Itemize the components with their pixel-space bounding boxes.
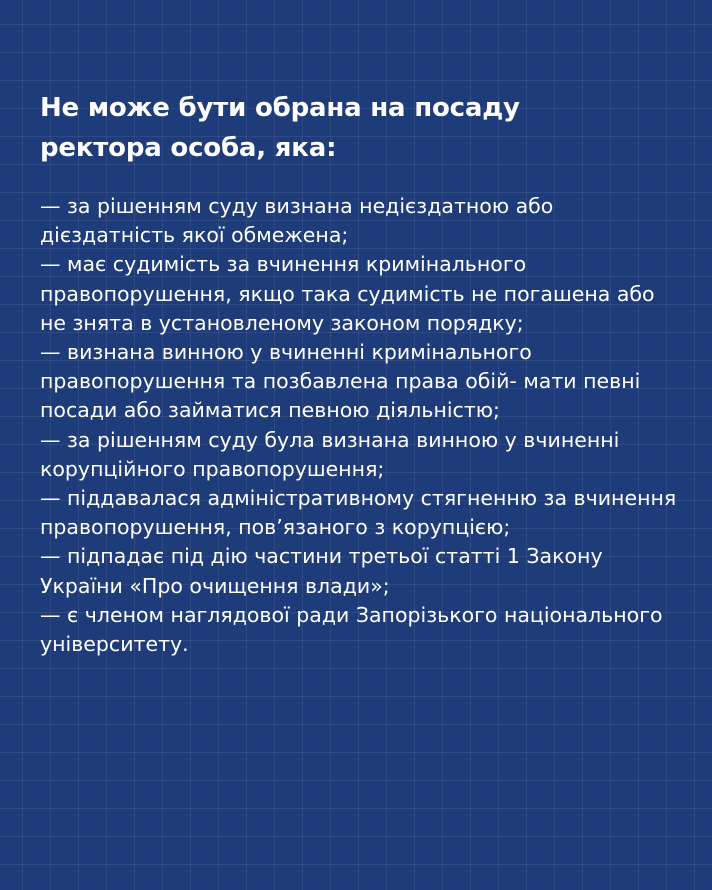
- heading-line-1: Не може бути обрана на посаду: [40, 93, 520, 123]
- criteria-item-incapacity: — за рішенням суду визнана недієздатною або дієздатність якої обмежена;: [40, 194, 554, 248]
- heading-line-2: ректора особа, яка:: [40, 133, 337, 163]
- criteria-item-lustration-law: — підпадає під дію частини третьої статті 1 Закону України «Про очищення влади»;: [40, 544, 603, 598]
- criteria-item-administrative-penalty: — піддавалася адміністративному стягненню за вчинення правопорушення, пов’язаного з корупцією;: [40, 486, 677, 540]
- card-content: [40, 88, 680, 659]
- criteria-list: [40, 192, 680, 659]
- criteria-item-deprived-of-rights: — визнана винною у вчиненні кримінального правопорушення та позбавлена права обій- мати певні посади або займатися певною діяльністю;: [40, 340, 641, 423]
- card-heading: [40, 88, 680, 168]
- criteria-item-criminal-record: — має судимість за вчинення кримінального правопорушення, якщо така судимість не погашена або не знята в установленому законом порядку;: [40, 252, 655, 335]
- criteria-item-supervisory-board: — є членом наглядової ради Запорізького національного університету.: [40, 602, 663, 657]
- criteria-item-corruption-offense: — за рішенням суду була визнана винною у вчиненні корупційного правопорушення;: [40, 427, 620, 481]
